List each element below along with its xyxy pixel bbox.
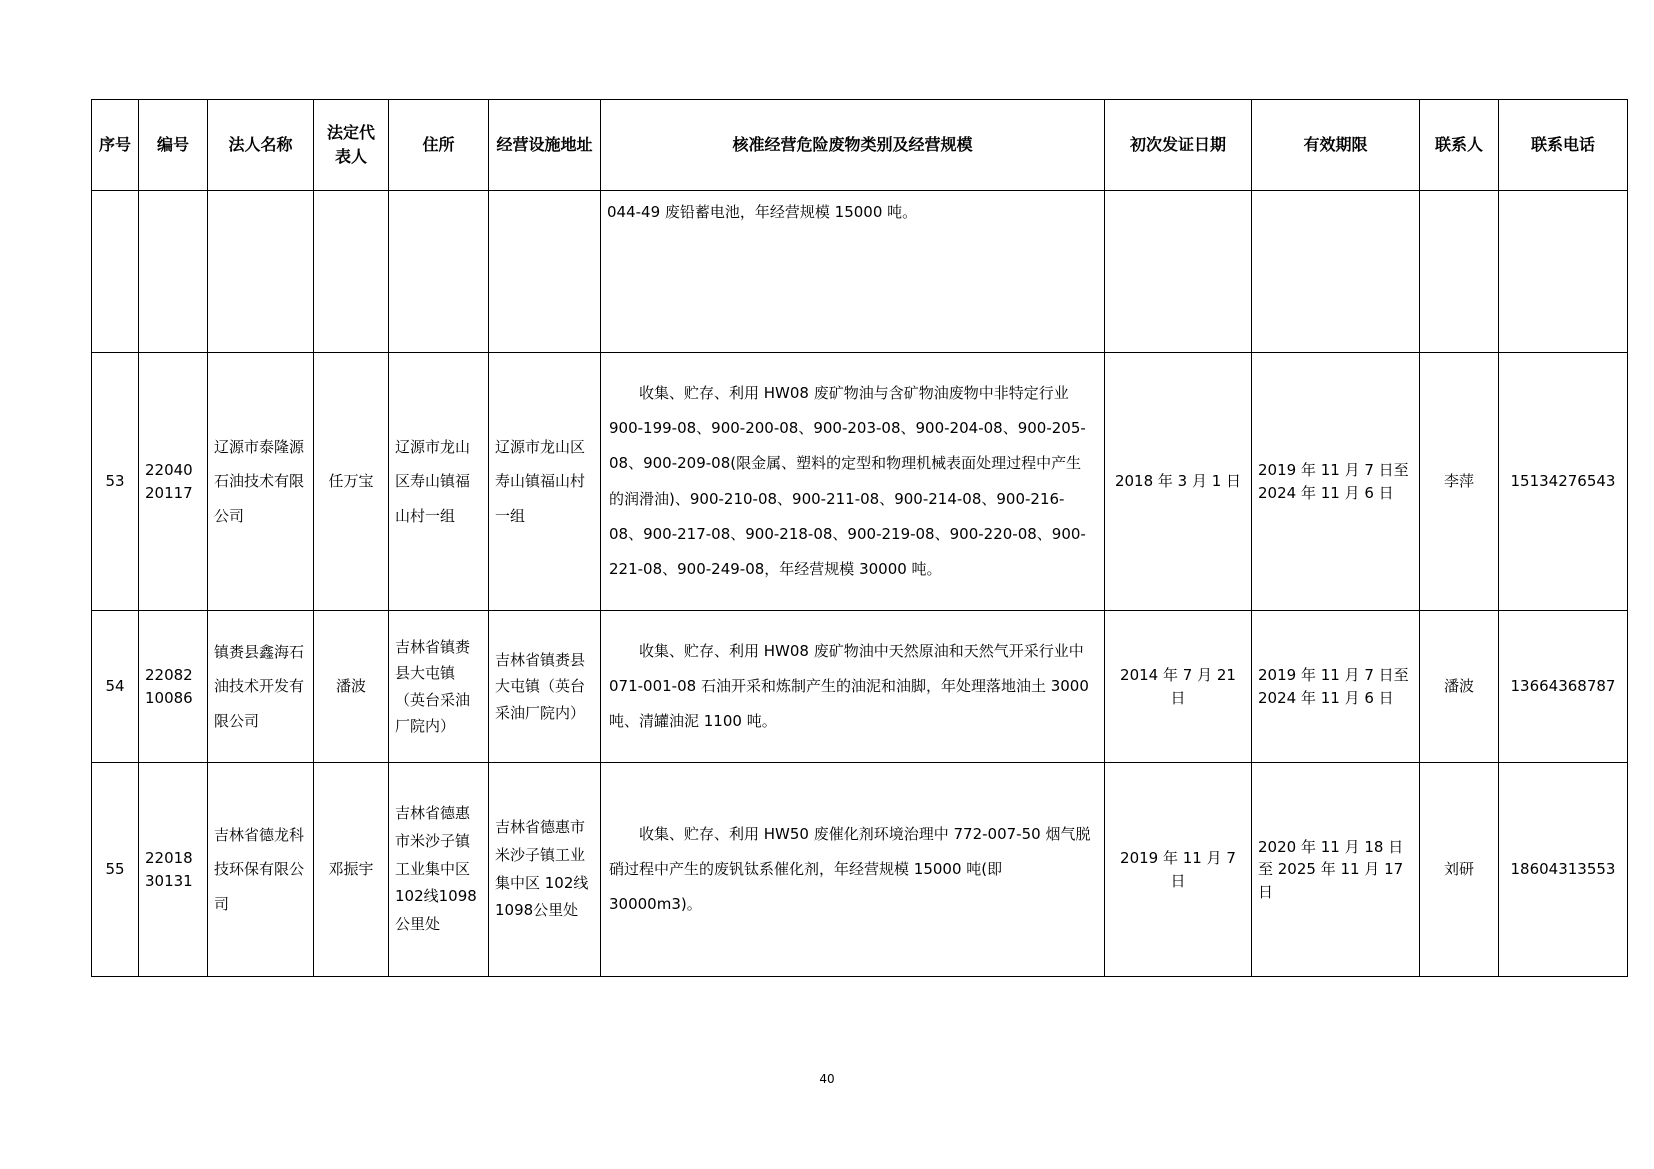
seq-cell: 55 — [92, 763, 139, 977]
header-residence: 住所 — [389, 100, 489, 191]
scope-cell: 收集、贮存、利用 HW08 废矿物油中天然原油和天然气开采行业中 071-001-08 石油开采和炼制产生的油泥和油脚，年处理落地油土 3000 吨、清罐油泥 1100 吨。 — [601, 611, 1105, 763]
phone-cell: 18604313553 — [1499, 763, 1628, 977]
corp-cell: 镇赉县鑫海石油技术开发有限公司 — [208, 611, 314, 763]
code-cell: 2201830131 — [139, 763, 208, 977]
header-corp: 法人名称 — [208, 100, 314, 191]
first-date-cell: 2014 年 7 月 21 日 — [1105, 611, 1252, 763]
contact-cell: 潘波 — [1420, 611, 1499, 763]
rep-cell: 任万宝 — [314, 353, 389, 611]
header-code: 编号 — [139, 100, 208, 191]
table-row — [92, 611, 1628, 763]
table-row — [92, 353, 1628, 611]
header-contact: 联系人 — [1420, 100, 1499, 191]
facility-cell: 吉林省德惠市米沙子镇工业集中区 102线1098公里处 — [489, 763, 601, 977]
header-phone: 联系电话 — [1499, 100, 1628, 191]
contact-cell: 刘研 — [1420, 763, 1499, 977]
corp-cell: 辽源市泰隆源石油技术有限公司 — [208, 353, 314, 611]
scope-cell: 收集、贮存、利用 HW08 废矿物油与含矿物油废物中非特定行业 900-199-08、900-200-08、900-203-08、900-204-08、900-205-08、900-209-08(限金属、塑料的定型和物理机械表面处理过程中产生的润滑油)、900-210-08、900-211-08、900-214-08、900-216-08、900-217-08、900-218-08、900-219-08、900-220-08、900-221-08、900-249-08，年经营规模 30000 吨。 — [601, 353, 1105, 611]
permit-table — [91, 99, 1628, 977]
scope-cell: 044-49 废铅蓄电池，年经营规模 15000 吨。 — [601, 191, 1105, 353]
table-row — [92, 763, 1628, 977]
residence-cell: 吉林省镇赉县大屯镇（英台采油厂院内） — [389, 611, 489, 763]
code-cell: 2208210086 — [139, 611, 208, 763]
first-date-cell: 2019 年 11 月 7 日 — [1105, 763, 1252, 977]
header-seq: 序号 — [92, 100, 139, 191]
rep-cell: 邓振宇 — [314, 763, 389, 977]
facility-cell: 吉林省镇赉县大屯镇（英台采油厂院内） — [489, 611, 601, 763]
header-scope: 核准经营危险废物类别及经营规模 — [601, 100, 1105, 191]
residence-cell: 辽源市龙山区寿山镇福山村一组 — [389, 353, 489, 611]
contact-cell: 李萍 — [1420, 353, 1499, 611]
residence-cell: 吉林省德惠市米沙子镇工业集中区 102线1098公里处 — [389, 763, 489, 977]
header-row — [92, 100, 1628, 191]
table-row — [92, 191, 1628, 353]
rep-cell: 潘波 — [314, 611, 389, 763]
page-number: 40 — [819, 1072, 835, 1086]
phone-cell: 15134276543 — [1499, 353, 1628, 611]
corp-cell: 吉林省德龙科技环保有限公司 — [208, 763, 314, 977]
header-first-date: 初次发证日期 — [1105, 100, 1252, 191]
code-cell: 2204020117 — [139, 353, 208, 611]
seq-cell: 53 — [92, 353, 139, 611]
first-date-cell: 2018 年 3 月 1 日 — [1105, 353, 1252, 611]
header-validity: 有效期限 — [1252, 100, 1420, 191]
validity-cell: 2019 年 11 月 7 日至 2024 年 11 月 6 日 — [1252, 353, 1420, 611]
scope-cell: 收集、贮存、利用 HW50 废催化剂环境治理中 772-007-50 烟气脱硝过程中产生的废钒钛系催化剂，年经营规模 15000 吨(即 30000m3)。 — [601, 763, 1105, 977]
seq-cell: 54 — [92, 611, 139, 763]
validity-cell: 2020 年 11 月 18 日至 2025 年 11 月 17 日 — [1252, 763, 1420, 977]
header-rep: 法定代表人 — [314, 100, 389, 191]
phone-cell: 13664368787 — [1499, 611, 1628, 763]
facility-cell: 辽源市龙山区寿山镇福山村一组 — [489, 353, 601, 611]
header-facility: 经营设施地址 — [489, 100, 601, 191]
validity-cell: 2019 年 11 月 7 日至 2024 年 11 月 6 日 — [1252, 611, 1420, 763]
